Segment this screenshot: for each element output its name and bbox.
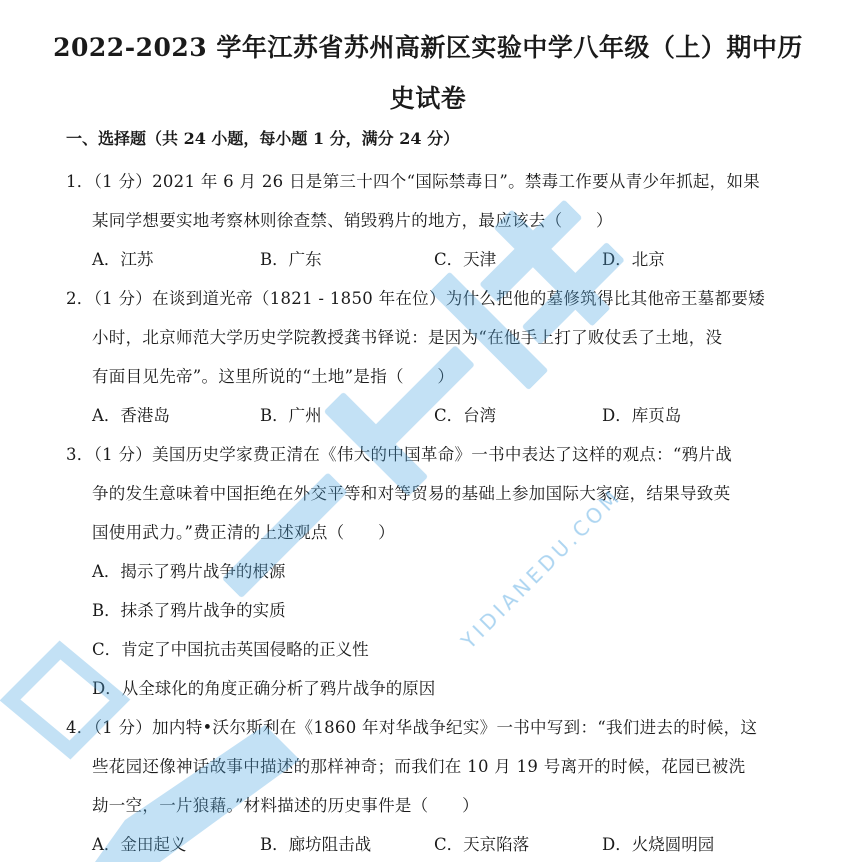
question-4-option-b: B．廊坊阻击战 xyxy=(260,835,372,854)
question-2-line-2: 小时，北京师范大学历史学院教授龚书铎说：是因为“在他手上打了败仗丢了土地，没 xyxy=(92,328,723,347)
question-3-option-a: A．揭示了鸦片战争的根源 xyxy=(92,562,286,581)
watermark-url: YIDIANEDU.COM xyxy=(456,483,627,654)
page-title-line-2: 史试卷 xyxy=(389,84,467,113)
question-1-line-1: 1．（1 分）2021 年 6 月 26 日是第三十四个“国际禁毒日”。禁毒工作要从青少年抓起，如果 xyxy=(66,172,761,191)
question-3-option-c: C．肯定了中国抗击英国侵略的正义性 xyxy=(92,640,369,659)
question-2-option-c: C．台湾 xyxy=(434,406,497,425)
page-title-line-1: 2022-2023 学年江苏省苏州高新区实验中学八年级（上）期中历 xyxy=(53,33,803,62)
question-1-line-2: 某同学想要实地考察林则徐查禁、销毁鸦片的地方，最应该去（ ） xyxy=(92,211,613,230)
question-4-option-c: C．天京陷落 xyxy=(434,835,530,854)
question-3-option-d: D．从全球化的角度正确分析了鸦片战争的原因 xyxy=(92,679,436,698)
section-heading: 一、选择题（共 24 小题，每小题 1 分，满分 24 分） xyxy=(66,129,460,148)
question-4-line-1: 4．（1 分）加内特•沃尔斯利在《1860 年对华战争纪实》一书中写到：“我们进去的时候，这 xyxy=(66,718,758,737)
question-3-line-1: 3．（1 分）美国历史学家费正清在《伟大的中国革命》一书中表达了这样的观点：“鸦片战 xyxy=(66,445,733,464)
question-4-option-a: A．金田起义 xyxy=(92,835,187,854)
question-3-line-2: 争的发生意味着中国拒绝在外交平等和对等贸易的基础上参加国际大家庭，结果导致英 xyxy=(92,484,731,503)
question-1-option-a: A．江苏 xyxy=(92,250,154,269)
question-2-line-1: 2．（1 分）在谈到道光帝（1821 - 1850 年在位）为什么把他的墓修筑得比其他帝王墓都要矮 xyxy=(66,289,765,308)
question-4-option-d: D．火烧圆明园 xyxy=(602,835,715,854)
question-4-line-3: 劫一空，一片狼藉。”材料描述的历史事件是（ ） xyxy=(92,796,479,815)
question-4-line-2: 些花园还像神话故事中描述的那样神奇；而我们在 10 月 19 号离开的时候，花园已被洗 xyxy=(92,757,746,776)
question-2-option-a: A．香港岛 xyxy=(92,406,170,425)
question-2-option-b: B．广州 xyxy=(260,406,322,425)
question-1-option-d: D．北京 xyxy=(602,250,665,269)
question-3-option-b: B．抹杀了鸦片战争的实质 xyxy=(92,601,286,620)
question-2-line-3: 有面目见先帝”。这里所说的“土地”是指（ ） xyxy=(92,367,455,386)
question-1-option-b: B．广东 xyxy=(260,250,322,269)
question-2-option-d: D．库页岛 xyxy=(602,406,682,425)
question-1-option-c: C．天津 xyxy=(434,250,497,269)
question-3-line-3: 国使用武力。”费正清的上述观点（ ） xyxy=(92,523,395,542)
